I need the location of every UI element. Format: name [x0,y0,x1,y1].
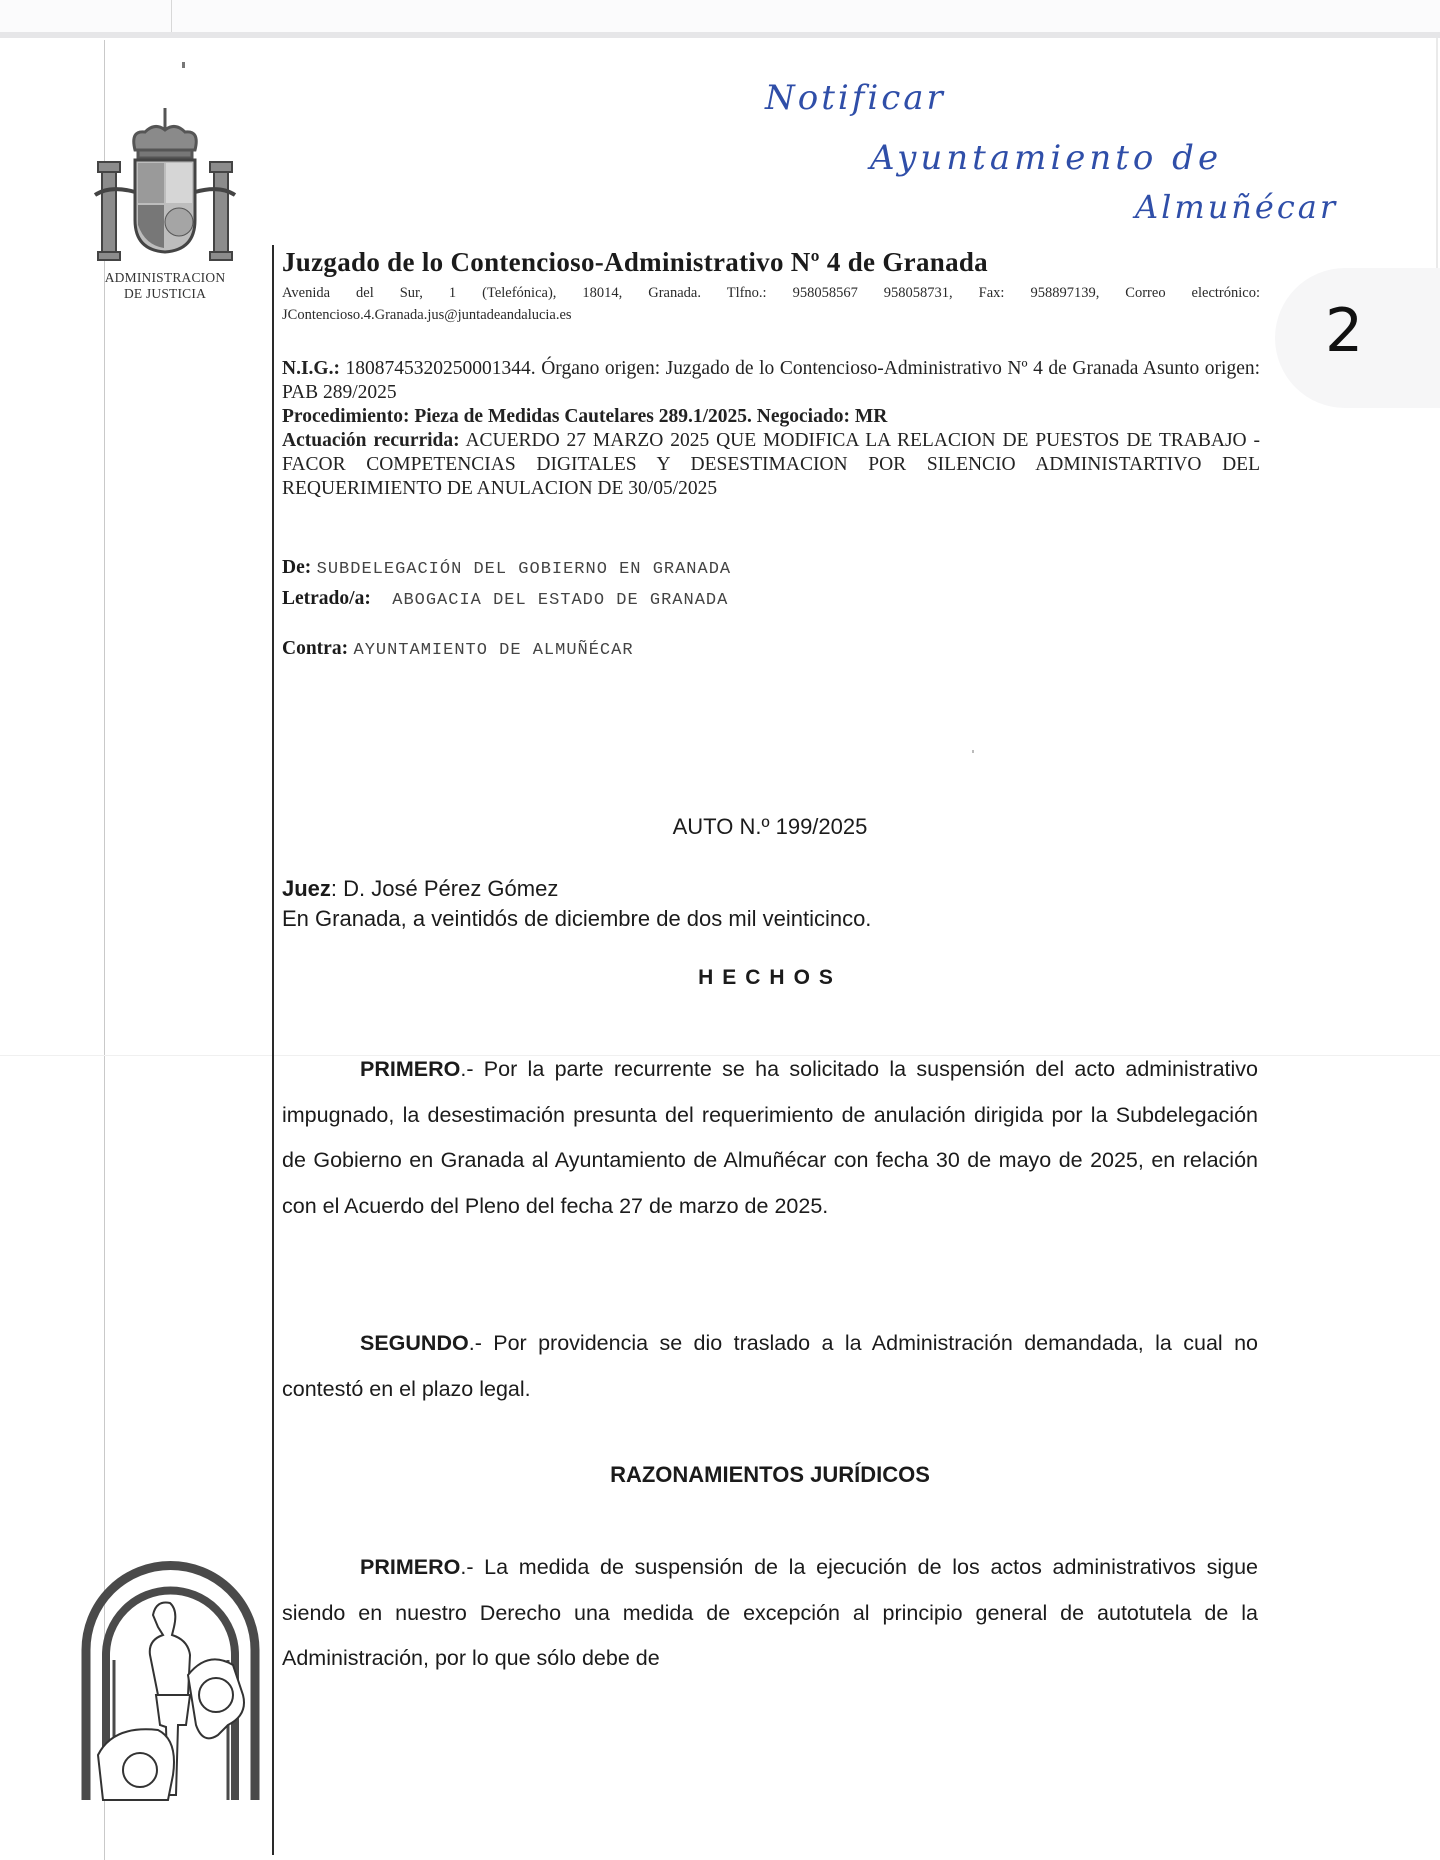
organo-origen: Órgano origen: Juzgado de lo Contencioso-Administrativo Nº 4 de Granada Asunto origen: PAB 289/2025 [282,358,1261,403]
procedimiento-value: Pieza de Medidas Cautelares 289.1/2025. Negociado: MR [414,406,888,427]
handwritten-note-line2: Ayuntamiento de [870,138,1223,178]
actuacion-value: ACUERDO 27 MARZO 2025 QUE MODIFICA LA RELACION DE PUESTOS DE TRABAJO - FACOR COMPETENCIAS DIGITALES Y DESESTIMACION POR SILENCIO ADMINISTARTIVO DEL REQUERIMIENTO DE ANULACION DE 30/05/2025 [282,430,1260,499]
page-number: 2 [1325,296,1364,366]
auto-title: AUTO N.º 199/2025 [672,814,868,839]
procedimiento-label: Procedimiento: [282,406,410,427]
scan-speck [972,750,974,753]
margin-rule [272,245,274,1855]
contra-label: Contra: [282,638,349,659]
nig-value: 1808745320250001344. [345,358,536,379]
letrado-label: Letrado/a: [282,588,371,609]
razonamientos-primero-label: PRIMERO [360,1555,461,1579]
fold-line [171,0,172,32]
court-name: Juzgado de lo Contencioso-Administrativo Nº 4 de Granada [282,247,988,277]
scan-speck [182,62,185,68]
background-strip [0,0,1440,32]
hechos-primero [282,1047,1258,1229]
section-heading-razonamientos: RAZONAMIENTOS JURÍDICOS [610,1462,930,1487]
contra-block [282,637,634,660]
judge-block [282,874,871,934]
razonamientos-primero-text: .- La medida de suspensión de la ejecución de los actos administrativos sigue siendo en nuestro Derecho una medida de excepción al principio general de autotutela de la Administración, por lo que sólo debe de [282,1555,1258,1670]
case-metadata [282,357,1260,501]
junta-andalucia-logo-icon [78,1555,263,1810]
org-label-line2: DE JUSTICIA [123,286,207,301]
de-value: SUBDELEGACIÓN DEL GOBIERNO EN GRANADA [316,560,732,579]
page-right-edge [1436,38,1438,268]
handwritten-note-line3: Almuñécar [1135,188,1339,226]
contra-value: AYUNTAMIENTO DE ALMUÑÉCAR [353,641,634,660]
place-date: En Granada, a veintidós de diciembre de dos mil veinticinco. [282,906,872,931]
judge-label: Juez [282,876,331,901]
section-heading-hechos: HECHOS [698,966,842,989]
org-label-line1: ADMINISTRACION [104,270,226,285]
razonamientos-primero [282,1545,1258,1682]
nig-label: N.I.G.: [282,358,340,379]
court-address: Avenida del Sur, 1 (Telefónica), 18014, Granada. Tlfno.: 958058567 958058731, Fax: 958897139, Correo electrónico: JContencioso.4.Granada.jus@juntadeandalucia.es [282,285,1260,323]
hechos-segundo-text: .- Por providencia se dio traslado a la Administración demandada, la cual no contestó en el plazo legal. [282,1331,1258,1401]
hechos-primero-text: .- Por la parte recurrente se ha solicitado la suspensión del acto administrativo impugnado, la desestimación presunta del requerimiento de anulación dirigida por la Subdelegación de Gobierno en Granada al Ayuntamiento de Almuñécar con fecha 30 de mayo de 2025, en relación con el Acuerdo del Pleno del fecha 27 de marzo de 2025. [282,1057,1258,1218]
org-label [80,270,250,302]
actuacion-label: Actuación recurrida: [282,430,460,451]
de-label: De: [282,557,312,578]
judge-name: : D. José Pérez Gómez [330,876,559,901]
hechos-segundo-label: SEGUNDO [360,1331,469,1355]
letrado-value: ABOGACIA DEL ESTADO DE GRANADA [392,591,729,610]
hechos-segundo [282,1321,1258,1412]
parties-block [282,553,731,615]
coat-of-arms-icon [90,100,240,270]
handwritten-note-line1: Notificar [765,78,946,118]
hechos-primero-label: PRIMERO [360,1057,461,1081]
